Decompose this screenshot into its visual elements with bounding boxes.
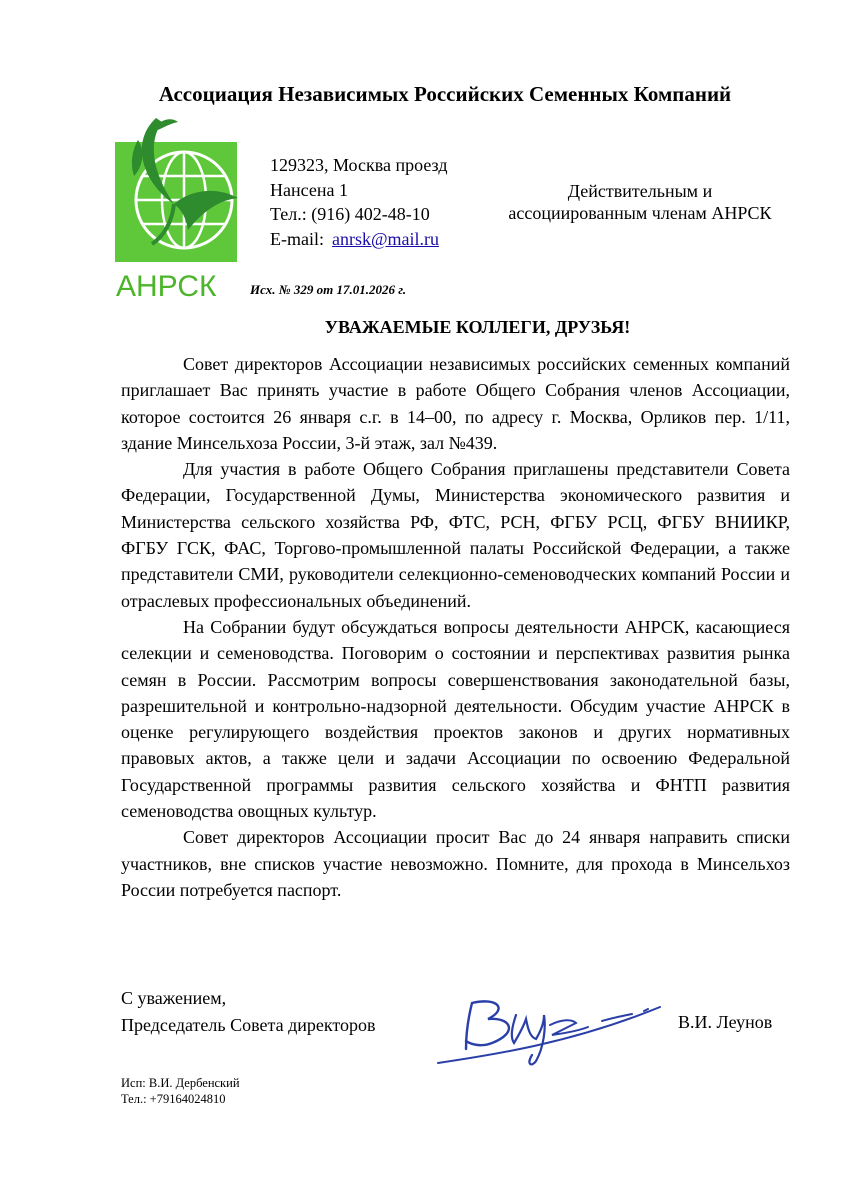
logo-text: АНРСК (116, 270, 217, 302)
regards-text: С уважением, (121, 988, 227, 1008)
globe-with-sprout-icon (112, 112, 242, 302)
outgoing-number: Исх. № 329 от 17.01.2026 г. (250, 282, 407, 297)
paragraph: На Собрании будут обсуждаться вопросы деятельности АНРСК, касающиеся селекции и семеноводства. Поговорим о состоянии и перспективах развития рынка семян в России. Рассмотрим вопросы совершенствования законодательной базы, разрешительной и контрольно-надзорной деятельности. Обсудим участие АНРСК в оценке регулирующего воздействия проектов законов и других нормативных правовых актов, а также цели и задачи Ассоциации по освоению Федеральной Государственной программы развития сельского хозяйства и ФНТП развития семеноводства овощных культур. (121, 616, 790, 822)
address-line-2: Нансена 1 (270, 179, 348, 200)
closing-block (121, 985, 375, 1039)
email-line (270, 227, 448, 252)
recipient-block (480, 180, 800, 224)
anrsk-logo (112, 112, 242, 302)
executor-name: Исп: В.И. Дербенский (121, 1076, 240, 1090)
organization-title: Ассоциация Независимых Российских Семенных Компаний (158, 82, 732, 106)
paragraph: Совет директоров Ассоциации независимых российских семенных компаний приглашает Вас принять участие в работе Общего Собрания членов Ассоциации, которое состоится 26 января с.г. в 14–00, по адресу г. Москва, Орликов пер. 1/11, здание Минсельхоза России, 3-й этаж, зал №439. (121, 354, 790, 453)
executor-phone: Тел.: +79164024810 (121, 1092, 226, 1106)
address-line-1: 129323, Москва проезд (270, 155, 448, 175)
phone-line: Тел.: (916) 402-48-10 (270, 204, 430, 224)
chairman-name: В.И. Леунов (678, 1012, 773, 1032)
handwritten-signature (432, 985, 672, 1075)
paragraph: Совет директоров Ассоциации просит Вас до 24 января направить списки участников, вне списков участие невозможно. Помните, для прохода в Минсельхоз России потребуется паспорт. (121, 827, 790, 900)
paragraph: Для участия в работе Общего Собрания приглашены представители Совета Федерации, Государственной Думы, Министерства экономического развития и Министерства сельского хозяйства РФ, ФТС, РСН, ФГБУ РСЦ, ФГБУ ВНИИКР, ФГБУ ГСК, ФАС, Торгово-промышленной палаты Российской Федерации, а также представители СМИ, руководители селекционно-семеноводческих компаний России и отраслевых профессиональных объединений. (121, 459, 790, 611)
executor-block (121, 1075, 240, 1107)
chairman-position: Председатель Совета директоров (121, 1015, 376, 1035)
sender-address (270, 153, 448, 251)
greeting-heading: УВАЖАЕМЫЕ КОЛЛЕГИ, ДРУЗЬЯ! (324, 317, 631, 337)
recipient-line-1: Действительным и (567, 181, 713, 201)
email-label: E-mail: (270, 228, 324, 249)
email-link[interactable]: anrsk@mail.ru (331, 228, 440, 249)
recipient-line-2: ассоциированным членам АНРСК (508, 203, 772, 223)
letter-body (121, 351, 790, 903)
